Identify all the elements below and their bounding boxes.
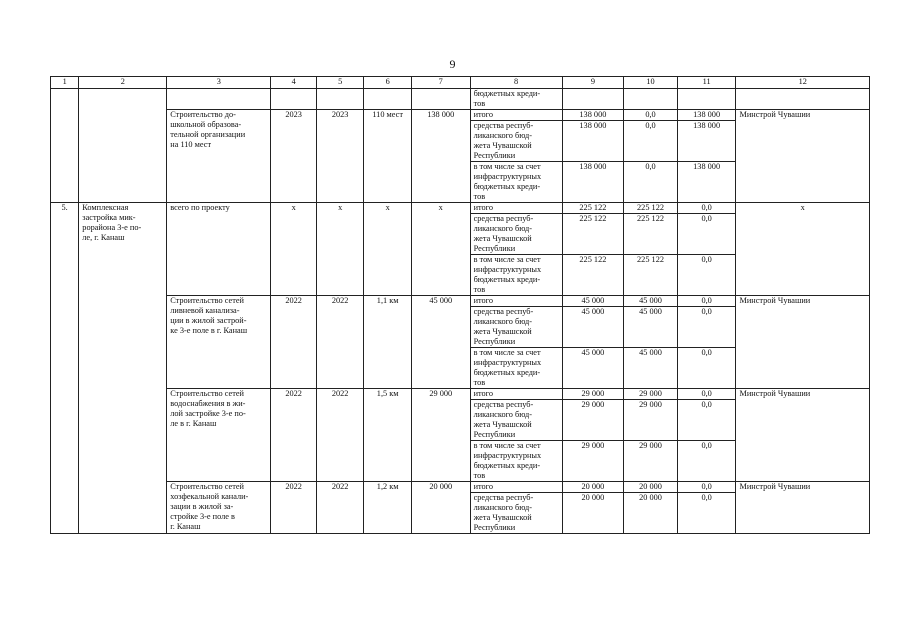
object-title: Строительство сетей ливневой канализа- ции в жилой застрой- ке 3-е поле в г. Канаш	[167, 296, 271, 389]
funding-source: средства респуб- ликанского бюд- жета Чувашской Республики	[470, 400, 562, 441]
object-title: Строительство до- школьной образова- тельной организации на 110 мест	[167, 110, 271, 203]
amount-total: 20 000	[562, 493, 624, 534]
amount-year2: 0,0	[677, 203, 736, 214]
table-cell	[51, 110, 79, 203]
table-row	[51, 110, 870, 121]
funding-source: в том числе за счет инфраструктурных бюджетных креди- тов	[470, 441, 562, 482]
object-title: всего по проекту	[167, 203, 271, 296]
amount-total: 45 000	[562, 307, 624, 348]
capacity: 110 мест	[364, 110, 412, 203]
amount-total: 45 000	[562, 296, 624, 307]
column-header: 11	[677, 77, 736, 89]
table-cell	[411, 89, 470, 110]
table-cell	[167, 89, 271, 110]
funding-source: итого	[470, 389, 562, 400]
amount-year2: 138 000	[677, 162, 736, 203]
table-cell	[624, 89, 678, 110]
amount-total: 45 000	[562, 348, 624, 389]
column-header: 8	[470, 77, 562, 89]
funding-source: средства респуб- ликанского бюд- жета Чувашской Республики	[470, 307, 562, 348]
amount-year1: 20 000	[624, 482, 678, 493]
amount-year2: 0,0	[677, 348, 736, 389]
amount-year1: 29 000	[624, 400, 678, 441]
amount-year2: 0,0	[677, 255, 736, 296]
amount-total: 20 000	[562, 482, 624, 493]
funding-source: средства респуб- ликанского бюд- жета Чувашской Республики	[470, 121, 562, 162]
table-cell	[271, 89, 317, 110]
funding-source: бюджетных креди- тов	[470, 89, 562, 110]
start-year: х	[271, 203, 317, 296]
cost: 29 000	[411, 389, 470, 482]
table-cell	[677, 89, 736, 110]
amount-year1: 29 000	[624, 441, 678, 482]
cost: 138 000	[411, 110, 470, 203]
column-header: 2	[79, 77, 167, 89]
table-row	[51, 389, 870, 400]
table-cell	[79, 110, 167, 203]
column-header: 3	[167, 77, 271, 89]
cost: 45 000	[411, 296, 470, 389]
amount-total: 225 122	[562, 255, 624, 296]
amount-year1: 29 000	[624, 389, 678, 400]
responsible-owner: Минстрой Чувашии	[736, 389, 870, 482]
amount-year2: 0,0	[677, 389, 736, 400]
project-name: Комплексная застройка мик- рорайона 3-е по- ле, г. Канаш	[79, 203, 167, 534]
amount-total: 138 000	[562, 121, 624, 162]
table-cell	[316, 89, 364, 110]
cost: х	[411, 203, 470, 296]
amount-year2: 138 000	[677, 121, 736, 162]
table-cell	[79, 89, 167, 110]
amount-year1: 0,0	[624, 121, 678, 162]
amount-year2: 0,0	[677, 493, 736, 534]
responsible-owner: х	[736, 203, 870, 296]
budget-table	[50, 76, 870, 534]
amount-total: 138 000	[562, 162, 624, 203]
amount-year2: 0,0	[677, 482, 736, 493]
amount-year1: 45 000	[624, 307, 678, 348]
funding-source: в том числе за счет инфраструктурных бюджетных креди- тов	[470, 255, 562, 296]
table-row	[51, 296, 870, 307]
amount-year1: 225 122	[624, 203, 678, 214]
table-row	[51, 203, 870, 214]
amount-total: 138 000	[562, 110, 624, 121]
end-year: 2022	[316, 296, 364, 389]
capacity: 1,2 км	[364, 482, 412, 534]
table-row	[51, 89, 870, 110]
column-header: 12	[736, 77, 870, 89]
cost: 20 000	[411, 482, 470, 534]
column-header: 1	[51, 77, 79, 89]
table-cell	[562, 89, 624, 110]
amount-year1: 45 000	[624, 296, 678, 307]
responsible-owner: Минстрой Чувашии	[736, 110, 870, 203]
amount-year1: 225 122	[624, 255, 678, 296]
funding-source: в том числе за счет инфраструктурных бюджетных креди- тов	[470, 348, 562, 389]
amount-year2: 0,0	[677, 296, 736, 307]
start-year: 2022	[271, 482, 317, 534]
column-header: 10	[624, 77, 678, 89]
responsible-owner: Минстрой Чувашии	[736, 482, 870, 534]
table-cell	[51, 89, 79, 110]
end-year: 2022	[316, 482, 364, 534]
funding-source: средства респуб- ликанского бюд- жета Чувашской Республики	[470, 493, 562, 534]
amount-year2: 0,0	[677, 307, 736, 348]
amount-year2: 0,0	[677, 441, 736, 482]
amount-total: 29 000	[562, 400, 624, 441]
funding-source: средства респуб- ликанского бюд- жета Чувашской Республики	[470, 214, 562, 255]
amount-year1: 0,0	[624, 162, 678, 203]
funding-source: итого	[470, 203, 562, 214]
capacity: х	[364, 203, 412, 296]
funding-source: в том числе за счет инфраструктурных бюджетных креди- тов	[470, 162, 562, 203]
end-year: х	[316, 203, 364, 296]
capacity: 1,5 км	[364, 389, 412, 482]
table-cell	[364, 89, 412, 110]
column-header: 4	[271, 77, 317, 89]
funding-source: итого	[470, 482, 562, 493]
object-title: Строительство сетей водоснабжения в жи- лой застройке 3-е по- ле в г. Канаш	[167, 389, 271, 482]
end-year: 2022	[316, 389, 364, 482]
table-cell	[736, 89, 870, 110]
column-header: 5	[316, 77, 364, 89]
amount-year2: 138 000	[677, 110, 736, 121]
column-header: 6	[364, 77, 412, 89]
column-numbers-row	[51, 77, 870, 89]
object-title: Строительство сетей хозфекальной канали- зации в жилой за- стройке 3-е поле в г. Канаш	[167, 482, 271, 534]
amount-total: 225 122	[562, 203, 624, 214]
amount-total: 29 000	[562, 441, 624, 482]
funding-source: итого	[470, 110, 562, 121]
column-header: 9	[562, 77, 624, 89]
responsible-owner: Минстрой Чувашии	[736, 296, 870, 389]
capacity: 1,1 км	[364, 296, 412, 389]
amount-year2: 0,0	[677, 400, 736, 441]
amount-year2: 0,0	[677, 214, 736, 255]
project-number: 5.	[51, 203, 79, 534]
amount-year1: 20 000	[624, 493, 678, 534]
amount-year1: 45 000	[624, 348, 678, 389]
amount-total: 29 000	[562, 389, 624, 400]
amount-total: 225 122	[562, 214, 624, 255]
page-number: 9	[449, 57, 456, 71]
amount-year1: 225 122	[624, 214, 678, 255]
end-year: 2023	[316, 110, 364, 203]
column-header: 7	[411, 77, 470, 89]
funding-source: итого	[470, 296, 562, 307]
start-year: 2022	[271, 296, 317, 389]
amount-year1: 0,0	[624, 110, 678, 121]
start-year: 2022	[271, 389, 317, 482]
start-year: 2023	[271, 110, 317, 203]
table-row	[51, 482, 870, 493]
